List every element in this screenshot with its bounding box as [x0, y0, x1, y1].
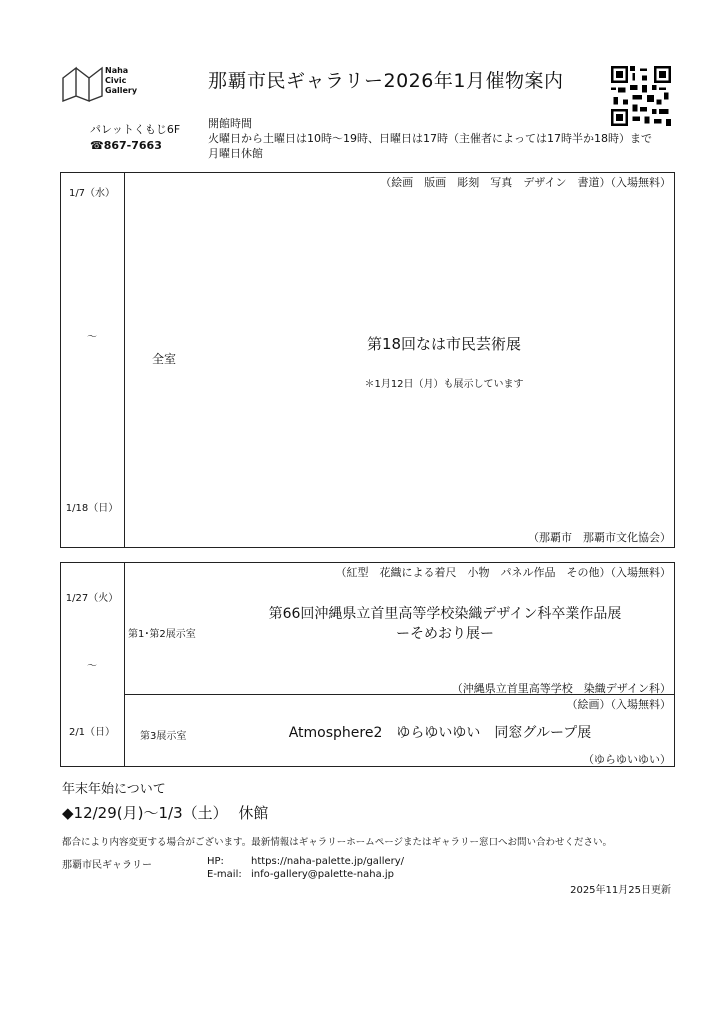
page-title: 那覇市民ギャラリー2026年1月催物案内 [208, 70, 564, 92]
event1-note: ＊1月12日（月）も展示しています [364, 379, 524, 390]
holiday-status: 休館 [238, 804, 269, 822]
event3-room: 第3展示室 [140, 731, 187, 742]
event1-room: 全室 [152, 352, 177, 366]
holiday-closure [62, 802, 268, 823]
change-notice: 都合により内容変更する場合がございます。最新情報はギャラリーホームページまたはギャラリー窓口へお問い合わせください。 [62, 837, 613, 848]
event1-organizer: （那覇市 那覇市文化協会） [528, 531, 671, 544]
event2-organizer: （沖縄県立首里高等学校 染織デザイン科） [451, 682, 671, 695]
holiday-dates: ◆12/29(月)～1/3（土） [62, 804, 228, 822]
email-label: E-mail: [207, 869, 242, 880]
event1-end-date: 1/18（日） [65, 503, 119, 514]
event1-category: （絵画 版画 彫刻 写真 デザイン 書道）（入場無料） [380, 176, 671, 189]
event3-organizer: （ゆらゆいゆい） [583, 753, 671, 766]
event2-title-line1: 第66回沖縄県立首里高等学校染織デザイン科卒業作品展 [268, 606, 622, 622]
address: パレットくもじ6F [90, 123, 181, 136]
holiday-heading: 年末年始について [62, 782, 166, 797]
hours-text: 火曜日から土曜日は10時～19時、日曜日は17時（主催者によっては17時半か18時）まで [208, 132, 652, 145]
block2-date-tilde: ～ [87, 661, 97, 672]
hp-link[interactable]: https://naha-palette.jp/gallery/ [251, 856, 405, 867]
phone-number: ☎867-7663 [90, 139, 162, 152]
closed-day: 月曜日休館 [208, 147, 263, 160]
updated-date: 2025年11月25日更新 [570, 885, 671, 896]
block2-end-date: 2/1（日） [68, 727, 116, 738]
event3-title: Atmosphere2 ゆらゆいゆい 同窓グループ展 [288, 725, 592, 741]
hp-label: HP: [207, 856, 224, 867]
event1-start-date: 1/7（水） [68, 188, 116, 199]
logo-wordmark: Naha Civic Gallery [105, 66, 138, 95]
opening-hours [208, 116, 652, 161]
hours-title: 開館時間 [208, 117, 252, 130]
date-column-divider-2 [124, 562, 125, 766]
email-link[interactable]: info-gallery@palette-naha.jp [251, 869, 395, 880]
address-block [90, 122, 180, 154]
event1-title: 第18回なは市民芸術展 [366, 335, 522, 353]
block2-start-date: 1/27（火） [65, 593, 119, 604]
event2-title-line2: ーそめおり展ー [396, 626, 494, 642]
event2-room: 第1･第2展示室 [128, 629, 196, 640]
event1-date-tilde: ～ [87, 332, 97, 343]
event2-category: （紅型 花織による着尺 小物 パネル作品 その他）（入場無料） [335, 566, 671, 579]
event3-category: （絵画）（入場無料） [566, 698, 671, 711]
gallery-name: 那覇市民ギャラリー [62, 860, 152, 871]
date-column-divider [124, 172, 125, 547]
